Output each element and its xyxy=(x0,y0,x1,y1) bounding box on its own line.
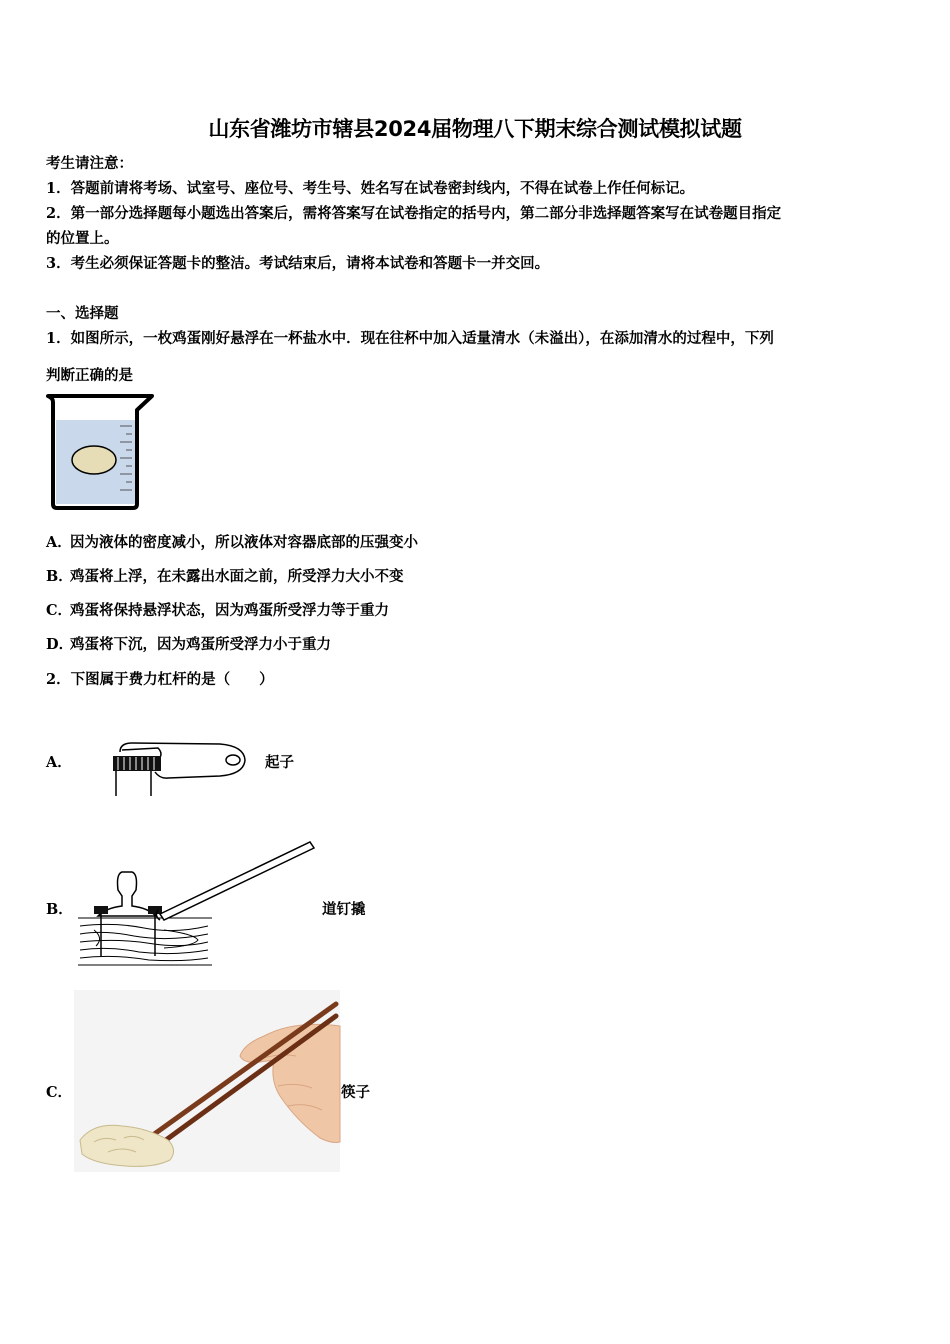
notice-item-2: 2．第一部分选择题每小题选出答案后，需将答案写在试卷指定的括号内，第二部分非选择题答案写在试卷题目指定 xyxy=(46,205,782,222)
q2-stem: 2．下图属于费力杠杆的是（ ） xyxy=(46,671,274,688)
q1-option-d xyxy=(46,633,331,654)
q1-option-d-text: 鸡蛋将下沉，因为鸡蛋所受浮力小于重力 xyxy=(70,636,331,653)
q1-stem: 1．如图所示，一枚鸡蛋刚好悬浮在一杯盐水中．现在往杯中加入适量清水（未溢出），在添加清水的过程中，下列 xyxy=(46,330,774,347)
spike-lever-figure xyxy=(74,834,324,969)
q2-option-a-label: 起子 xyxy=(265,754,294,771)
section-heading: 一、选择题 xyxy=(46,305,119,322)
chopsticks-photo xyxy=(74,990,340,1172)
q1-stem-cont: 判断正确的是 xyxy=(46,367,133,384)
bottle-opener-figure xyxy=(110,740,250,798)
q1-option-b-letter: B． xyxy=(46,568,73,585)
notice-heading: 考生请注意： xyxy=(46,155,133,172)
q2-option-b-letter: B． xyxy=(46,901,73,918)
q1-option-b xyxy=(46,565,404,586)
q2-option-c-letter: C． xyxy=(46,1084,73,1101)
q1-option-a xyxy=(46,531,418,552)
q1-option-a-text: 因为液体的密度减小，所以液体对容器底部的压强变小 xyxy=(70,534,418,551)
q1-option-a-letter: A． xyxy=(46,534,72,551)
q1-option-c xyxy=(46,599,389,620)
beaker-figure xyxy=(44,392,159,512)
q2-option-a-letter: A． xyxy=(46,754,72,771)
page-title: 山东省潍坊市辖县2024届物理八下期末综合测试模拟试题 xyxy=(208,117,742,141)
q1-option-c-letter: C． xyxy=(46,602,73,619)
q2-option-c-label: 筷子 xyxy=(341,1084,370,1101)
notice-item-3: 3．考生必须保证答题卡的整洁。考试结束后，请将本试卷和答题卡一并交回。 xyxy=(46,255,550,272)
notice-item-2-cont: 的位置上。 xyxy=(46,230,119,247)
q1-option-b-text: 鸡蛋将上浮，在未露出水面之前，所受浮力大小不变 xyxy=(70,568,404,585)
q1-option-d-letter: D． xyxy=(46,636,74,653)
q1-option-c-text: 鸡蛋将保持悬浮状态，因为鸡蛋所受浮力等于重力 xyxy=(70,602,389,619)
notice-item-1: 1．答题前请将考场、试室号、座位号、考生号、姓名写在试卷密封线内，不得在试卷上作任何标记。 xyxy=(46,180,695,197)
egg xyxy=(72,446,116,474)
q2-option-b-label: 道钉撬 xyxy=(322,901,366,918)
